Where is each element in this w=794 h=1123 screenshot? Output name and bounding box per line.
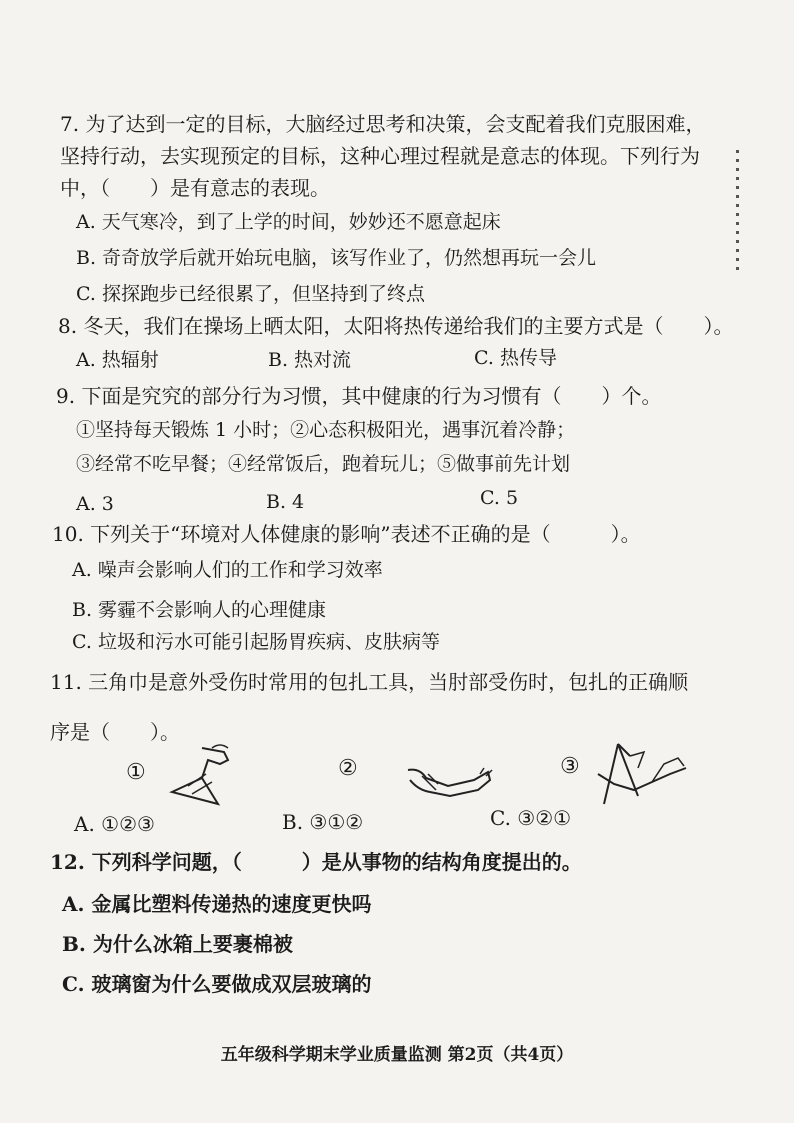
binding-margin-dots	[736, 150, 739, 270]
q11-stem-line-1: 11. 三角巾是意外受伤时常用的包扎工具，当肘部受伤时，包扎的正确顺	[50, 670, 689, 694]
bandage-step-3-figure	[594, 734, 694, 814]
q12-option-a: A. 金属比塑料传递热的速度更快吗	[62, 892, 372, 916]
q9-item-line-2: ③经常不吃早餐；④经常饭后，跑着玩儿；⑤做事前先计划	[76, 453, 571, 475]
figure-2-label: ②	[338, 756, 358, 781]
q9-option-c: C. 5	[480, 487, 519, 509]
q10-stem: 10. 下列关于“环境对人体健康的影响”表述不正确的是（ ）。	[52, 522, 641, 546]
q7-option-c: C. 探探跑步已经很累了，但坚持到了终点	[76, 283, 425, 305]
figure-3-label: ③	[560, 754, 580, 779]
q10-option-b: B. 雾霾不会影响人的心理健康	[72, 599, 327, 621]
q11-option-b: B. ③①②	[282, 810, 364, 834]
bandage-step-2-figure	[404, 750, 494, 810]
q10-option-c: C. 垃圾和污水可能引起肠胃疾病、皮肤病等	[72, 631, 440, 653]
q9-item-line-1: ①坚持每天锻炼 1 小时；②心态积极阳光，遇事沉着冷静；	[76, 419, 576, 441]
q12-stem: 12. 下列科学问题，（ ）是从事物的结构角度提出的。	[50, 850, 582, 874]
page-footer: 五年级科学期末学业质量监测 第2页（共4页）	[220, 1045, 574, 1065]
q8-stem: 8. 冬天，我们在操场上晒太阳，太阳将热传递给我们的主要方式是（ ）。	[58, 314, 734, 338]
q8-option-c: C. 热传导	[474, 347, 557, 369]
q9-option-a: A. 3	[76, 493, 114, 515]
q11-option-c: C. ③②①	[490, 806, 572, 830]
q7-stem-line-1: 7. 为了达到一定的目标，大脑经过思考和决策，会支配着我们克服困难，	[60, 112, 706, 136]
q9-stem: 9. 下面是究究的部分行为习惯，其中健康的行为习惯有（ ）个。	[56, 384, 662, 408]
q11-stem-line-2: 序是（ ）。	[50, 720, 180, 744]
q12-option-b: B. 为什么冰箱上要裹棉被	[62, 932, 293, 956]
q7-stem-line-3: 中，（ ）是有意志的表现。	[60, 176, 330, 200]
q7-option-b: B. 奇奇放学后就开始玩电脑，该写作业了，仍然想再玩一会儿	[76, 247, 597, 269]
q11-option-a: A. ①②③	[74, 812, 155, 836]
q8-option-b: B. 热对流	[268, 349, 352, 371]
q7-stem-line-2: 坚持行动，去实现预定的目标，这种心理过程就是意志的体现。下列行为	[60, 144, 700, 168]
q9-option-b: B. 4	[266, 491, 305, 513]
q10-option-a: A. 噪声会影响人们的工作和学习效率	[72, 559, 383, 581]
figure-1-label: ①	[126, 760, 146, 785]
q8-option-a: A. 热辐射	[76, 349, 159, 371]
q12-option-c: C. 玻璃窗为什么要做成双层玻璃的	[62, 972, 372, 996]
q7-option-a: A. 天气寒冷，到了上学的时间，妙妙还不愿意起床	[76, 211, 501, 233]
bandage-step-1-figure	[162, 738, 242, 810]
